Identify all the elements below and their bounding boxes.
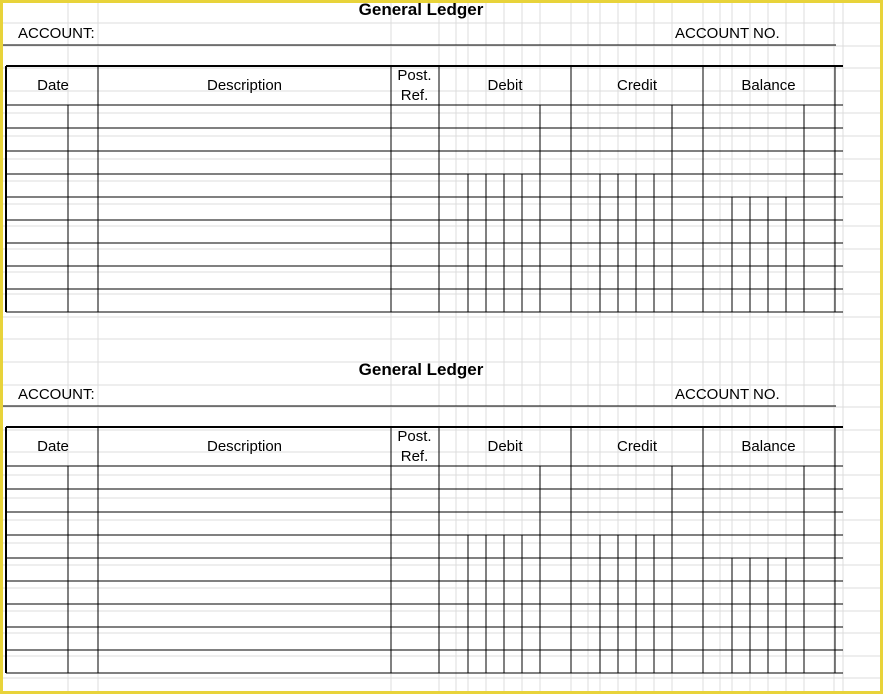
credit-column-header: Credit [616,77,657,94]
ledger-title: General Ledger [358,0,484,19]
post-ref-column-header: Post. Ref. [397,67,432,104]
account-no-label: ACCOUNT NO. [675,25,780,42]
credit-column-header: Credit [616,438,657,455]
account-label: ACCOUNT: [18,25,95,42]
ledger-title: General Ledger [358,360,484,379]
post-ref-column-header: Post. Ref. [397,428,432,465]
balance-column-header: Balance [741,77,796,94]
balance-column-header: Balance [741,438,796,455]
description-column-header: Description [206,438,283,455]
account-no-label: ACCOUNT NO. [675,386,780,403]
description-column-header: Description [206,77,283,94]
date-column-header: Date [37,438,69,455]
account-label: ACCOUNT: [18,386,95,403]
debit-column-header: Debit [487,438,523,455]
debit-column-header: Debit [487,77,523,94]
date-column-header: Date [37,77,69,94]
